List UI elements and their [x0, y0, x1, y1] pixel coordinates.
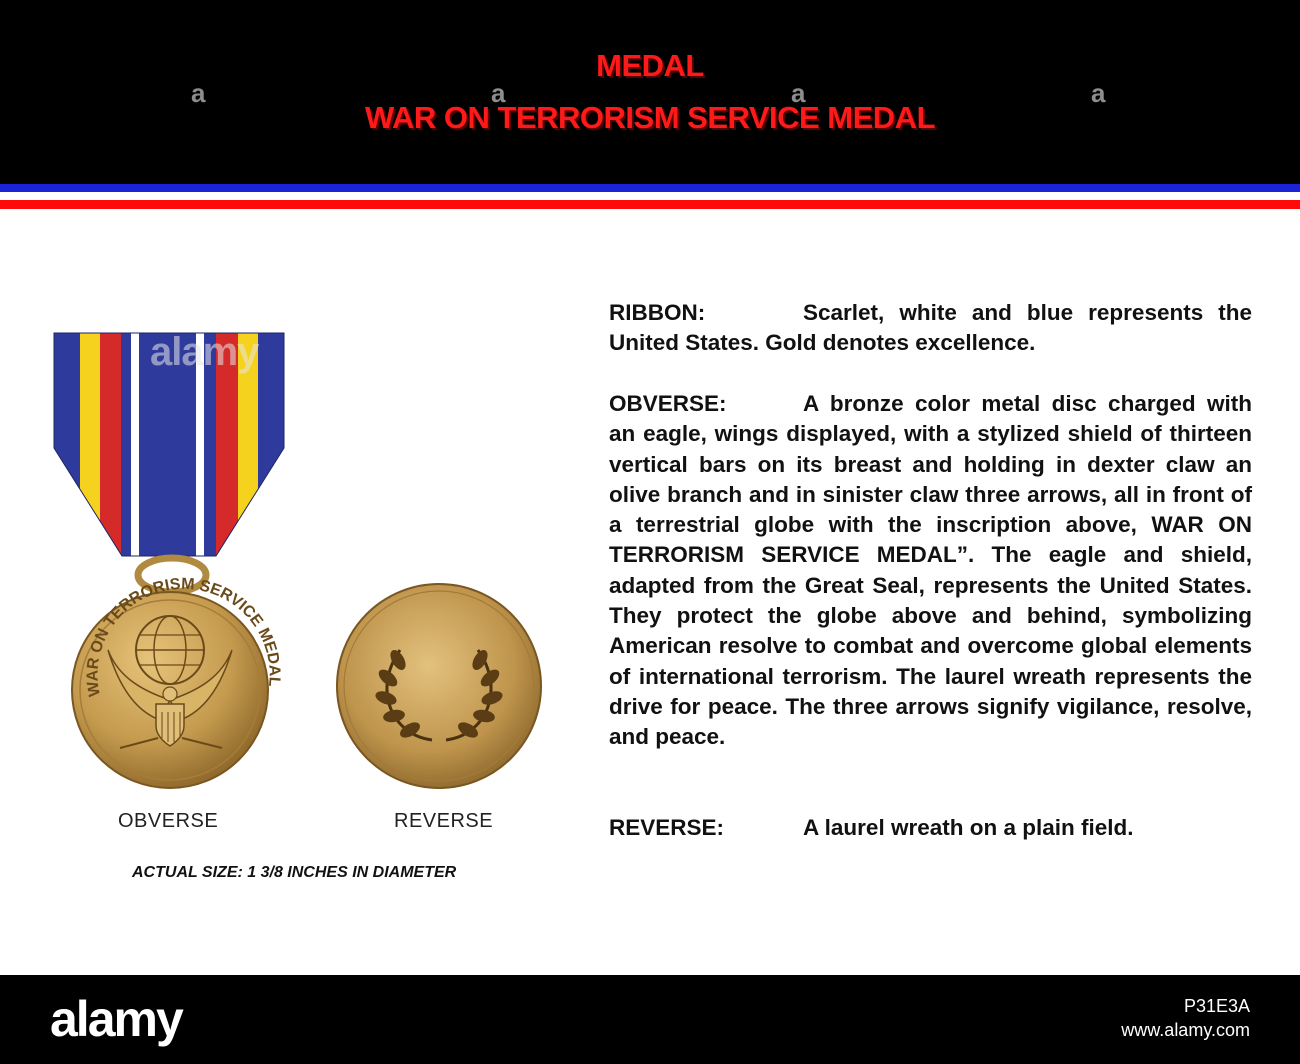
watermark-glyph: a: [191, 78, 206, 108]
stripe-blue: [0, 184, 1300, 192]
reverse-label: REVERSE:: [609, 815, 725, 840]
reverse-description: [609, 813, 1252, 843]
ribbon-description: [609, 298, 1252, 359]
obverse-description: [609, 389, 1252, 753]
ribbon-text: Scarlet, white and blue represents the United States. Gold denotes excellence.: [609, 300, 1252, 356]
watermark-glyph: a: [1091, 78, 1106, 108]
obverse-label: OBVERSE:: [609, 391, 727, 416]
obverse-medal: [72, 576, 283, 788]
footer-bar: [0, 975, 1300, 1064]
footer-logo: alamy: [50, 991, 182, 1047]
stripe-red: [0, 200, 1300, 209]
ribbon-watermark: alamy: [150, 330, 259, 374]
stripe-white: [0, 192, 1300, 200]
reverse-caption: REVERSE: [394, 810, 494, 832]
watermark-glyph: a: [491, 78, 506, 108]
watermark-glyph: a: [791, 78, 806, 108]
medal-illustration: [0, 320, 580, 800]
size-note: ACTUAL SIZE: 1 3/8 INCHES IN DIAMETER: [132, 864, 457, 881]
ribbon-label: RIBBON:: [609, 300, 706, 325]
reverse-text: A laurel wreath on a plain field.: [803, 815, 1134, 840]
obverse-caption: OBVERSE: [118, 810, 219, 832]
reverse-medal: [337, 584, 541, 788]
title-line-1: MEDAL: [596, 48, 704, 83]
footer-url: www.alamy.com: [1121, 1020, 1250, 1040]
obverse-text: A bronze color metal disc charged with an eagle, wings displayed, with a stylized shield of thirteen vertical bars on its breast and holding in dexter claw an olive branch and in sinister claw three arrows, all in front of a terrestrial globe with the inscription above, WAR ON TERRORISM SERVICE MEDAL”. The eagle and shield, adapted from the Great Seal, represents the United States. They protect the globe above and behind, symbolizing American resolve to combat and overcome global elements of international terrorism. The laurel wreath represents the drive for peace. The three arrows signify vigilance, resolve, and peace.: [609, 391, 1252, 750]
medal-inscription: WAR ON TERRORISM SERVICE MEDAL: [84, 575, 283, 698]
footer-image-id: P31E3A: [1183, 996, 1250, 1016]
title-line-2: WAR ON TERRORISM SERVICE MEDAL: [364, 100, 936, 135]
